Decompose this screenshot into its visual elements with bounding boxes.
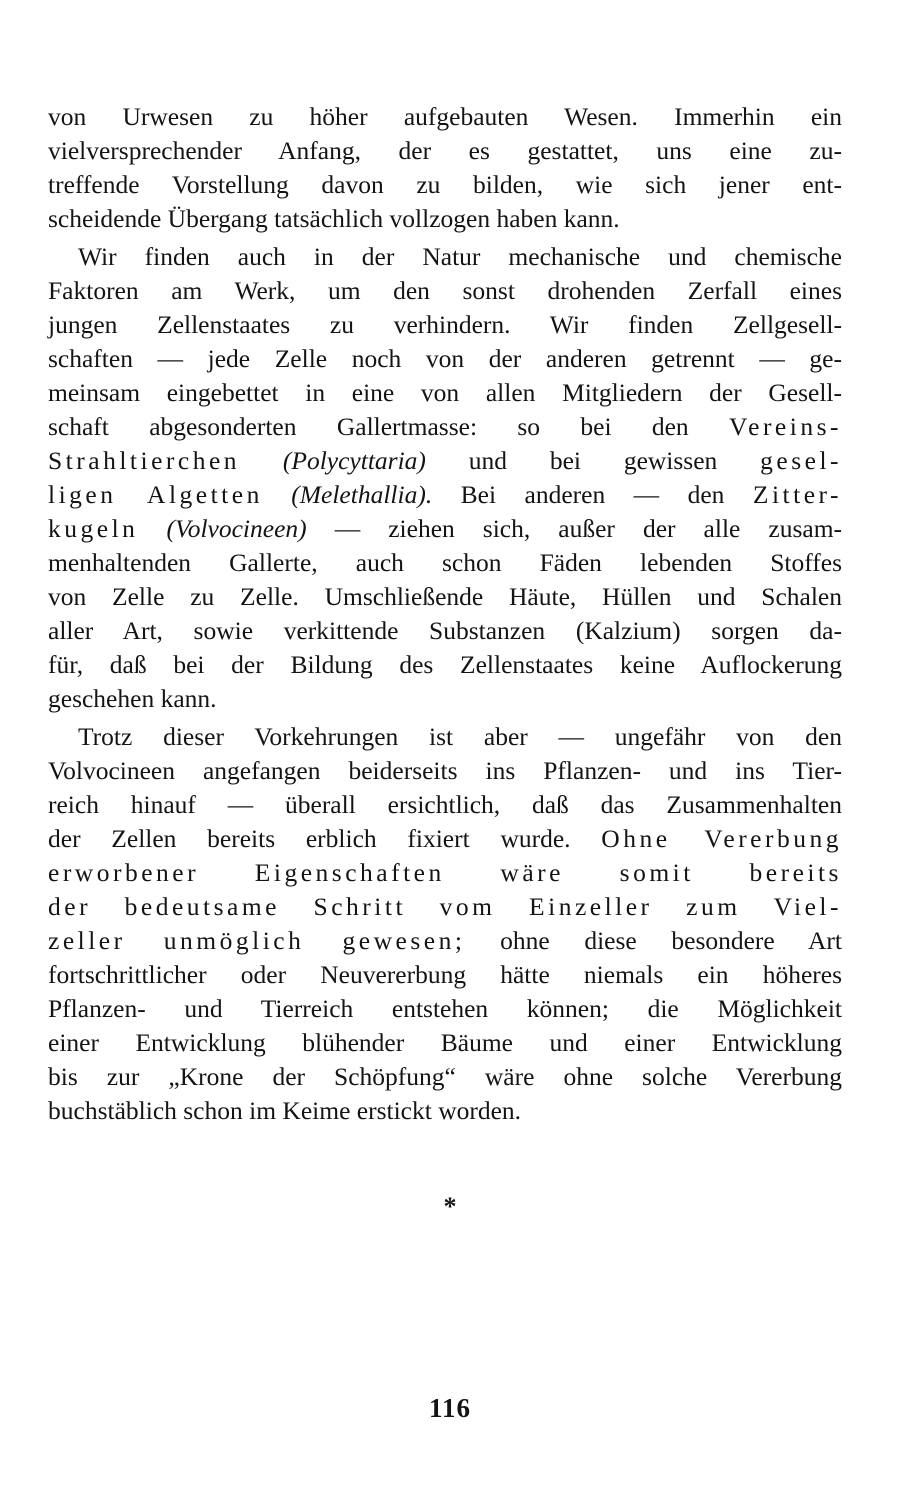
paragraph-2 [48, 240, 842, 716]
section-separator: * [443, 1192, 457, 1221]
text-segment: Bei anderen — den [460, 480, 725, 509]
text-line: erworbener Eigenschaften wäre somit bereits [48, 858, 842, 887]
text-line: scheidende Übergang tatsächlich vollzogen haben kann. [48, 204, 620, 233]
spaced-term: ligen Algetten [48, 480, 263, 509]
text-line: bis zur „Krone der Schöpfung“ wäre ohne solche Vererbung [48, 1062, 842, 1091]
text-line: Pflanzen- und Tierreich entstehen können; die Möglichkeit [48, 994, 842, 1023]
spaced-term: gesel- [760, 446, 843, 475]
text-line [48, 924, 842, 958]
text-line [48, 822, 842, 856]
text-line: vielversprechender Anfang, der es gestattet, uns eine zu- [48, 136, 842, 165]
text-segment: und bei gewissen [468, 446, 718, 475]
text-line: Volvocineen angefangen beiderseits ins Pflanzen- und ins Tier- [48, 756, 842, 785]
text-line: Trotz dieser Vorkehrungen ist aber — ungefähr von den [78, 722, 842, 751]
text-line: Faktoren am Werk, um den sonst drohenden Zerfall eines [48, 276, 842, 305]
paragraph-3 [48, 720, 842, 1128]
text-line: einer Entwicklung blühender Bäume und einer Entwicklung [48, 1028, 842, 1057]
latin-term: (Melethallia). [291, 480, 433, 509]
text-line: buchstäblich schon im Keime erstickt worden. [48, 1096, 522, 1125]
page-number: 116 [428, 1393, 471, 1423]
text-line [48, 410, 842, 444]
text-segment: schaft abgesonderten Gallertmasse: so bei den [48, 412, 689, 441]
latin-term: (Volvocineen) [166, 514, 307, 543]
text-line [48, 478, 842, 512]
text-segment: der Zellen bereits erblich fixiert wurde. [48, 824, 571, 853]
spaced-term: zeller unmöglich gewesen; [48, 926, 466, 955]
text-line [48, 444, 842, 478]
spaced-term: kugeln [48, 514, 139, 543]
text-line: fortschrittlicher oder Neuvererbung hätte niemals ein höheres [48, 960, 842, 989]
spaced-term: Vereins- [729, 412, 842, 441]
text-line: meinsam eingebettet in eine von allen Mitgliedern der Gesell- [48, 378, 842, 407]
spaced-term: Zitter- [752, 480, 843, 509]
text-line: Wir finden auch in der Natur mechanische und chemische [78, 242, 842, 271]
latin-term: (Polycyttaria) [282, 446, 426, 475]
text-line: geschehen kann. [48, 684, 217, 713]
spaced-term: Strahltierchen [48, 446, 241, 475]
spaced-term: Ohne Vererbung [601, 824, 842, 853]
text-line: menhaltenden Gallerte, auch schon Fäden lebenden Stoffes [48, 548, 842, 577]
text-line: der bedeutsame Schritt vom Einzeller zum Viel- [48, 892, 842, 921]
text-line: von Zelle zu Zelle. Umschließende Häute, Hüllen und Schalen [48, 582, 842, 611]
text-line: reich hinauf — überall ersichtlich, daß das Zusammenhalten [48, 790, 842, 819]
text-line: schaften — jede Zelle noch von der anderen getrennt — ge- [48, 344, 842, 373]
text-segment: ohne diese besondere Art [500, 926, 842, 955]
text-line: treffende Vorstellung davon zu bilden, wie sich jener ent- [48, 170, 842, 199]
text-line: für, daß bei der Bildung des Zellenstaates keine Auflockerung [48, 650, 842, 679]
text-line: von Urwesen zu höher aufgebauten Wesen. Immerhin ein [48, 102, 842, 131]
text-line [48, 512, 842, 546]
paragraph-1 [48, 100, 842, 236]
text-segment: — ziehen sich, außer der alle zusam- [334, 514, 843, 543]
text-line: aller Art, sowie verkittende Substanzen (Kalzium) sorgen da- [48, 616, 842, 645]
text-line: jungen Zellenstaates zu verhindern. Wir finden Zellgesell- [48, 310, 842, 339]
body-text [48, 100, 842, 1128]
